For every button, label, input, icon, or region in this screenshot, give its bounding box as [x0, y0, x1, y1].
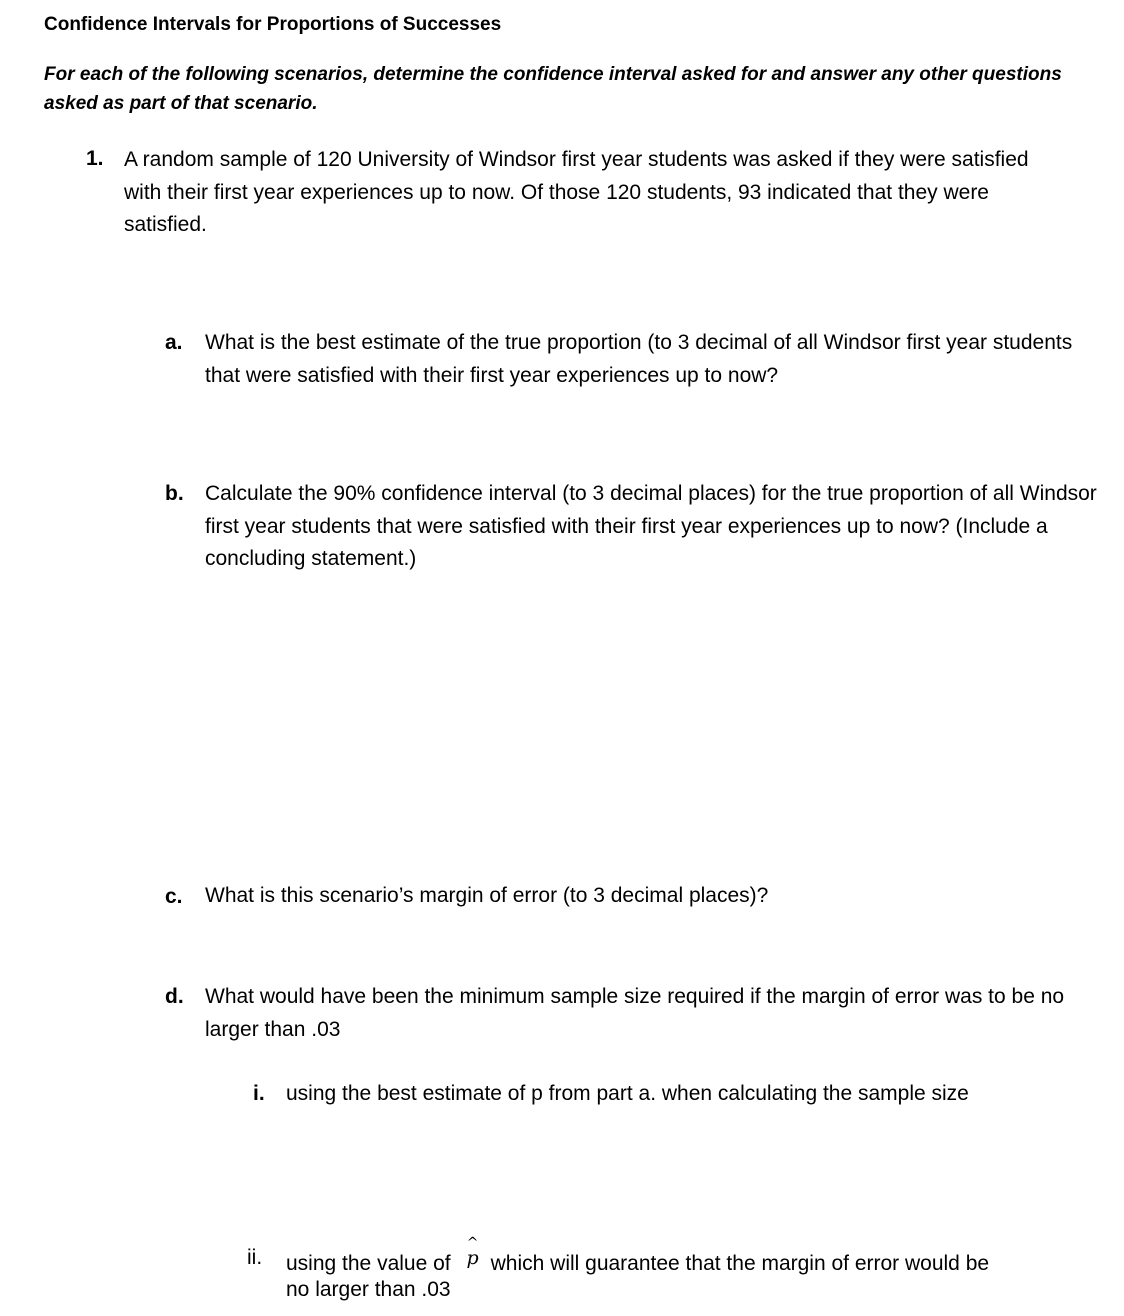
p-hat-symbol	[465, 1235, 481, 1275]
part-d-ii-text-after: which will guarantee that the margin of error would be	[490, 1252, 990, 1275]
part-d-i-text: using the best estimate of p from part a. when calculating the sample size	[286, 1082, 969, 1105]
part-d-i-label: i.	[253, 1082, 265, 1105]
part-b-label: b.	[165, 482, 184, 505]
instructions: For each of the following scenarios, determine the confidence interval asked for and answer any other questions asked as part of that scenario.	[44, 64, 1062, 114]
part-c-label: c.	[165, 885, 183, 908]
p-symbol: p	[466, 1247, 479, 1269]
question-1-text: A random sample of 120 University of Windsor first year students was asked if they were satisfied with their first year experiences up to now. Of those 120 students, 93 indicated that they were satisfied.	[124, 148, 1029, 236]
question-1-number: 1.	[86, 147, 104, 170]
part-d-ii-text-before: using the value of	[286, 1252, 451, 1275]
part-a-label: a.	[165, 331, 183, 354]
part-d-ii-line2: no larger than .03	[286, 1278, 451, 1301]
part-d-ii-label: ii.	[247, 1246, 263, 1269]
part-a-text: What is the best estimate of the true proportion (to 3 decimal of all Windsor first year students that were satisfied with their first year experiences up to now?	[205, 331, 1073, 387]
part-d-text: What would have been the minimum sample size required if the margin of error was to be no larger than .03	[205, 985, 1065, 1041]
part-d-label: d.	[165, 985, 184, 1008]
part-b-text: Calculate the 90% confidence interval (to 3 decimal places) for the true proportion of all Windsor first year students that were satisfied with their first year experiences up to now? (Include a concluding statement.)	[205, 482, 1097, 570]
part-c-text: What is this scenario’s margin of error (to 3 decimal places)?	[205, 884, 769, 907]
hat-accent: ^	[466, 1235, 479, 1251]
document-title: Confidence Intervals for Proportions of Successes	[44, 14, 502, 35]
